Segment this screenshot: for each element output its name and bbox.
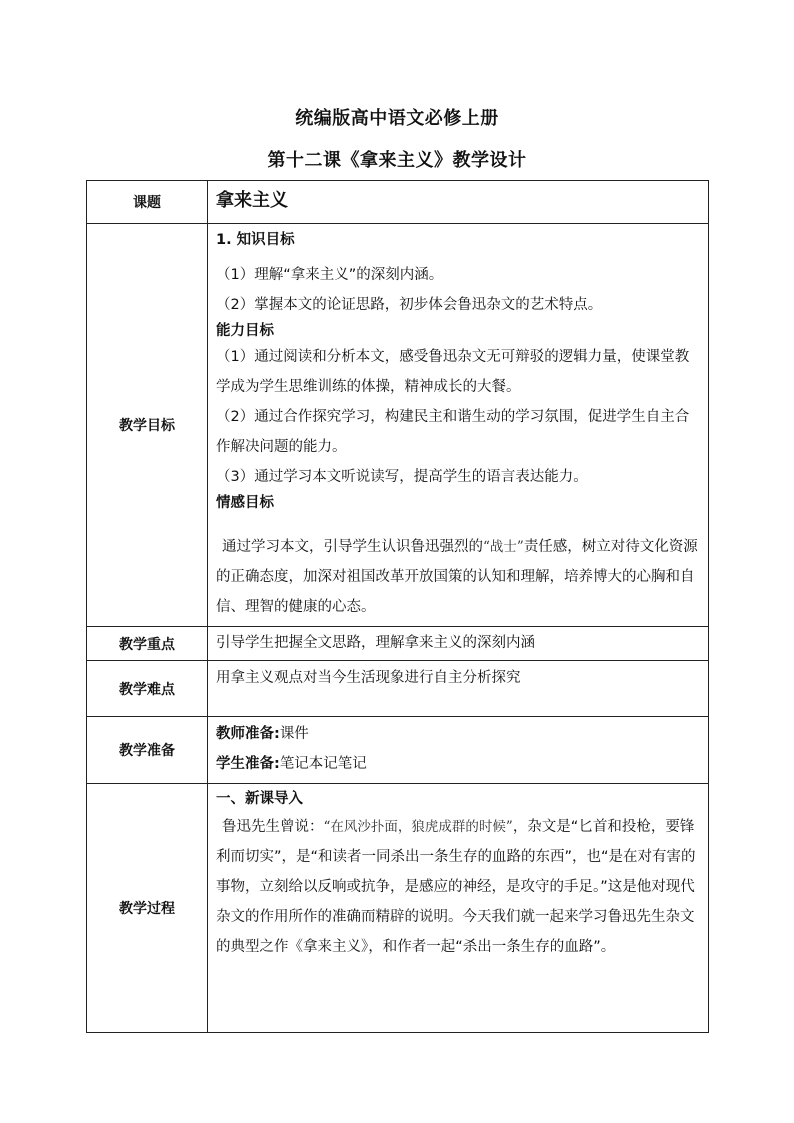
ability-heading: 能力目标 (216, 323, 274, 339)
difficulty-label: 教学难点 (87, 661, 208, 717)
knowledge-item-1: （1）理解“拿来主义”的深刻内涵。 (216, 267, 444, 283)
student-prep-label: 学生准备: (216, 756, 280, 772)
emotion-paragraph (216, 532, 702, 622)
goals-cell (208, 224, 709, 627)
process-label: 教学过程 (87, 784, 208, 1033)
key-points-row (87, 627, 709, 661)
emotion-quote: “战士” (483, 539, 524, 555)
teacher-prep-label: 教师准备: (216, 726, 280, 742)
process-text-start: 鲁迅先生曾说： (222, 819, 324, 835)
lesson-plan-table (86, 180, 709, 1033)
key-points-value: 引导学生把握全文思路，理解拿来主义的深刻内涵 (216, 634, 535, 651)
teacher-prep (216, 719, 702, 749)
document-title: 统编版高中语文必修上册 (295, 108, 499, 129)
emotion-text-end: 责任感，树立对待文化资源的正确态度，加深对祖国改革开放国策的认知和理解，培养博大的心胸和自信、理智的健康的心态。 (216, 539, 698, 615)
topic-row (87, 181, 709, 224)
goals-label: 教学目标 (87, 224, 208, 627)
process-cell (208, 784, 709, 1033)
prep-row (87, 717, 709, 784)
student-prep (216, 749, 702, 779)
emotion-text-start: 通过学习本文，引导学生认识鲁迅强烈的 (222, 539, 483, 555)
key-points-label: 教学重点 (87, 627, 208, 661)
emotion-heading: 情感目标 (216, 495, 274, 511)
knowledge-item-2: （2）掌握本文的论证思路，初步体会鲁迅杂文的艺术特点。 (216, 297, 603, 313)
topic-label: 课题 (87, 181, 208, 224)
prep-label: 教学准备 (87, 717, 208, 784)
process-text-end: ，杂文是“匕首和投枪，要锋利而切实”，是“和读者一同杀出一条生存的血路的东西”，也“是在对有害的事物，立刻给以反响或抗争，是感应的神经，是攻守的手足。”这是他对现代杂文的作用所作的准确而精辟的说明。今天我们就一起来学习鲁迅先生杂文的典型之作《拿来主义》，和作者一起“杀出一条生存的血路”。 (216, 819, 696, 955)
lesson-title: 第十二课《拿来主义》教学设计 (267, 150, 527, 171)
process-paragraph (216, 812, 702, 962)
ability-item-3: （3）通过学习本文听说读写，提高学生的语言表达能力。 (216, 469, 588, 485)
process-heading: 一、新课导入 (216, 791, 303, 807)
goals-row (87, 224, 709, 627)
teacher-prep-value: 课件 (279, 726, 309, 742)
key-points-cell (208, 627, 709, 661)
knowledge-heading: 1. 知识目标 (216, 232, 295, 248)
process-row (87, 784, 709, 1033)
ability-item-2: （2）通过合作探究学习，构建民主和谐生动的学习氛围，促进学生自主合作解决问题的能力。 (216, 409, 690, 455)
difficulty-value: 用拿主义观点对当今生活现象进行自主分析探究 (216, 670, 521, 686)
topic-value: 拿来主义 (216, 190, 288, 211)
topic-cell (208, 181, 709, 224)
prep-cell (208, 717, 709, 784)
ability-item-1: （1）通过阅读和分析本文，感受鲁迅杂文无可辩驳的逻辑力量，使课堂教学成为学生思维训练的体操，精神成长的大餐。 (216, 349, 690, 395)
student-prep-value: 笔记本记笔记 (279, 756, 367, 772)
difficulty-cell (208, 661, 709, 717)
difficulty-row (87, 661, 709, 717)
process-quote: “在风沙扑面，狼虎成群的时候” (323, 819, 513, 835)
